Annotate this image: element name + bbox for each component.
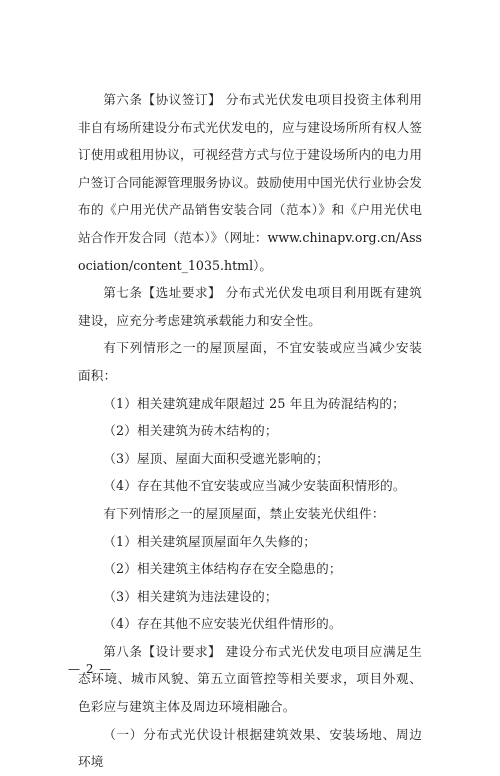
- page-number: — 2 —: [68, 662, 113, 676]
- list-item: （3）屋顶、屋面大面积受遮光影响的；: [103, 450, 329, 466]
- list-item: （4）存在其他不宜安装或应当减少安装面积情形的。: [103, 478, 406, 494]
- list-item: （2）相关建筑为砖木结构的；: [103, 423, 278, 439]
- document-body: [78, 86, 422, 776]
- article-7-paragraph: 第七条【选址要求】 分布式光伏发电项目利用既有建筑建设，应充分考虑建筑承载能力和安全性。: [78, 285, 422, 328]
- list-item: （1）相关建筑屋顶屋面年久失修的；: [103, 533, 317, 549]
- design-item-1-paragraph: （一）分布式光伏设计根据建筑效果、安装场地、周边环境: [78, 726, 422, 770]
- article-8-paragraph: 第八条【设计要求】 建设分布式光伏发电项目应满足生态环境、城市风貌、第五立面管控等相关要求，项目外观、色彩应与建筑主体及周边环境相融合。: [78, 643, 422, 715]
- list-item: （2）相关建筑主体结构存在安全隐患的；: [103, 561, 342, 577]
- prohibited-intro: 有下列情形之一的屋顶屋面，禁止安装光伏组件：: [103, 505, 385, 521]
- list-item: （1）相关建筑建成年限超过 25 年且为砖混结构的；: [103, 395, 405, 411]
- not-recommended-intro: 有下列情形之一的屋顶屋面，不宜安装或应当减少安装面积：: [78, 340, 422, 383]
- list-item: （4）存在其他不应安装光伏组件情形的。: [103, 616, 342, 632]
- article-6-paragraph: 第六条【协议签订】 分布式光伏发电项目投资主体利用非自有场所建设分布式光伏发电的，应与建设场所所有权人签订使用或租用协议，可视经营方式与位于建设场所内的电力用户签订合同能源管理服务协议。鼓励使用中国光伏行业协会发布的《户用光伏产品销售安装合同（范本）》和《户用光伏电站合作开发合同（范本）》（网址：www.chinapv.org.cn/Association/content_1035.html）。: [78, 92, 422, 273]
- list-item: （3）相关建筑为违法建设的；: [103, 588, 278, 604]
